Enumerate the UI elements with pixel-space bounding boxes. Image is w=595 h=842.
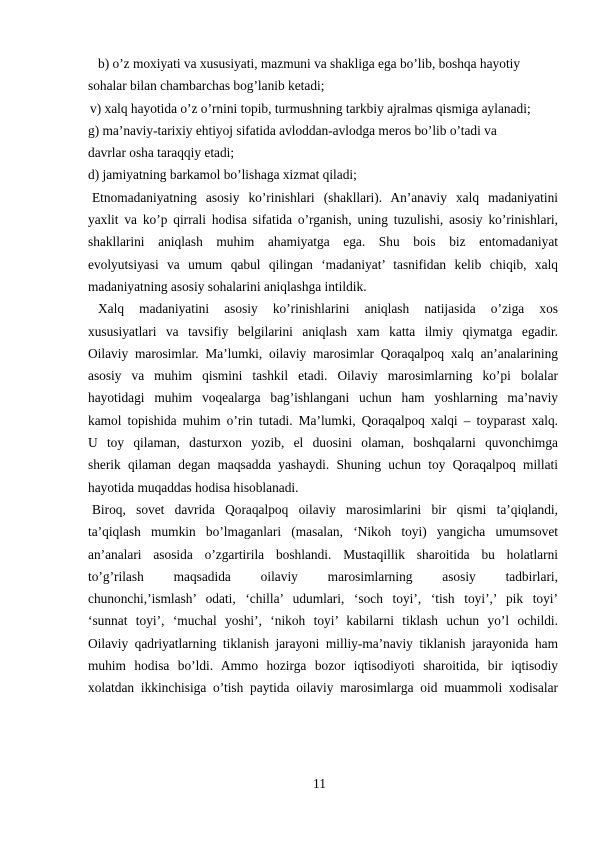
text-line: sherik qilaman degan maqsadda yashaydi. Shuning uchun toy Qoraqalpoq millati [88, 457, 558, 473]
text-line: hayotidagi muhim voqealarga bag’ishlangani uchun ham yoshlarning ma’naviy [88, 390, 558, 406]
text-line: U toy qilaman, dasturxon yozib, el duosini olaman, boshqalarni quvonchimga [88, 435, 558, 451]
page-number: 11 [313, 776, 326, 791]
text-line: sohalar bilan chambarchas bog’lanib ketadi; [88, 78, 325, 94]
text-line: hayotida muqaddas hodisa hisoblanadi. [88, 479, 299, 495]
text-line: Oilaviy marosimlar. Ma’lumki, oilaviy marosimlar Qoraqalpoq xalq an’analarining [88, 345, 558, 361]
text-line: asosiy va muhim qismini tashkil etadi. Oilaviy marosimlarning ko’pi bolalar [88, 368, 558, 384]
text-line: shakllarini aniqlash muhim ahamiyatga ega. Shu bois biz entomadaniyat [88, 234, 558, 250]
text-line: Xalq madaniyatini asosiy ko’rinishlarini aniqlash natijasida o’ziga xos [98, 301, 558, 317]
text-line: Biroq, sovet davrida Qoraqalpoq oilaviy marosimlarini bir qismi ta’qiqlandi, [92, 501, 558, 517]
text-line: b) o’z moxiyati va xususiyati, mazmuni va shakliga ega bo’lib, boshqa hayotiy [98, 56, 521, 71]
text-line: an’analari asosida o’zgartirila boshlandi. Mustaqillik sharoitida bu holatlarni [88, 546, 558, 562]
text-line: yaxlit va ko’p qirrali hodisa sifatida o’rganish, uning tuzulishi, asosiy ko’rinishlari, [88, 212, 558, 228]
text-line: kamol topishida muhim o’rin tutadi. Ma’lumki, Qoraqalpoq xalqi – toyparast xalq. [88, 412, 558, 428]
text-line: Etnomadaniyatning asosiy ko’rinishlari (shakllari). An’anaviy xalq madaniyatini [92, 189, 558, 205]
text-line: ‘sunnat toyi’, ‘muchal yoshi’, ‘nikoh toyi’ kabilarni tiklash uchun yo’l ochildi. [88, 613, 558, 629]
text-line: ta’qiqlash mumkin bo’lmaganlari (masalan, ‘Nikoh toyi) yangicha umumsovet [88, 524, 558, 540]
text-line: xususiyatlari va tavsifiy belgilarini aniqlash xam katta ilmiy qiymatga egadir. [88, 323, 558, 339]
text-line: v) xalq hayotida o’z o’rnini topib, turmushning tarkbiy ajralmas qismiga aylanadi; [90, 100, 531, 116]
text-line: xolatdan ikkinchisiga o’tish paytida oilaviy marosimlarga oid muammoli xodisalar [88, 680, 558, 696]
document-body [88, 53, 558, 700]
text-line: g) ma’naviy-tarixiy ehtiyoj sifatida avloddan-avlodga meros bo’lib o’tadi va [88, 122, 497, 138]
text-line: to’g’rilash maqsadida oilaviy marosimlarning asosiy tadbirlari, [88, 568, 558, 584]
text-line: chunonchi,’ismlash’ odati, ‘chilla’ udumlari, ‘soch toyi’, ‘tish toyi’,’ pik toyi’ [88, 591, 558, 607]
text-line: Oilaviy qadriyatlarning tiklanish jarayoni milliy-ma’naviy tiklanish jarayonida ham [88, 635, 558, 651]
text-line: madaniyatning asosiy sohalarini aniqlashga intildik. [88, 278, 367, 294]
text-line: d) jamiyatning barkamol bo’lishaga xizmat qiladi; [88, 167, 357, 183]
text-line: muhim hodisa bo’ldi. Ammo hozirga bozor iqtisodiyoti sharoitida, bir iqtisodiy [88, 658, 558, 674]
text-line: davrlar osha taraqqiy etadi; [88, 145, 235, 161]
text-line: evolyutsiyasi va umum qabul qilingan ‘madaniyat’ tasnifidan kelib chiqib, xalq [88, 256, 558, 272]
